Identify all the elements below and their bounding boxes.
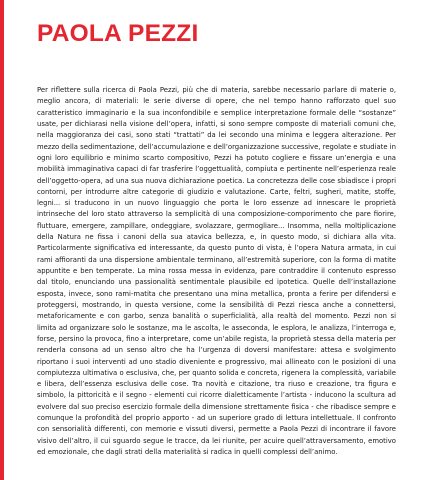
page-title: PAOLA PEZZI bbox=[37, 20, 199, 47]
article-body: Per riflettere sulla ricerca di Paola Pezzi, più che di materia, sarebbe necessario parlare di materie o, meglio ancora, di materiali: le serie diverse di opere, che nel tempo hanno rafforzato quel suo caratteristico immaginario e la sua inconfondibile e semplice interpretazione formale delle “sostanze” usate, per dichiarasi nella visione dell’opera, infatti, si sono sempre composte di materiali comuni che, nella maggioranza dei casi, sono stati “trattati” da lei secondo una minima e leggera alterazione. Per mezzo della sedimentazione, dell’accumulazione e dell’organizzazione successive, regolate e studiate in ogni loro equilibrio e minimo scarto compositivo, Pezzi ha potuto cogliere e fissare un’energia e una mobilità immaginativa capaci di far trasferire l’oggettualità, compiuta e pertinente nell’esperienza reale dell’oggetto-opera, ad una sua nuova dichiarazione poetica. La concretezza delle cose sbiadisce i propri contorni, per introdurre altre categorie di giudizio e valutazione. Carte, feltri, sugheri, matite, stoffe, legni... si traducono in un nuovo linguaggio che porta le loro essenze ad innescare le proprietà intrinseche del loro stato attraverso la semplicità di una composizione-comporimento che pare fiorire, fluttuare, emergere, zampillare, ondeggiare, svolazzare, germogliare... Insomma, nella moltiplicazione della Natura ne fissa i canoni della sua atavica bellezza, e, in questo modo, si dichiara alla vita. Particolarmente significativa ed interessante, da questo punto di vista, è l’opera Natura armata, in cui rami affioranti da una dispersione ambientale terminano, all’estremità superiore, con la forma di matite appuntite e ben temperate. La mina rossa messa in evidenza, pare contraddire il contenuto espresso dal titolo, enunciando una passionalità sentimentale plausibile ed ipotetica. Quelle dell’installazione esposta, invece, sono rami-matita che presentano una mina metallica, pronta a ferire per difendersi e proteggersi, mostrando, in questa versione, come la sensibilità di Pezzi riesca anche a connettersi, metaforicamente e con garbo, senza banalità o superficialità, alla realtà del momento. Pezzi non si limita ad organizzare solo le sostanze, ma le ascolta, le asseconda, le esplora, le analizza, l’interroga e, forse, persino la provoca, fino a interpretare, come un’abile regista, la proprietà stessa della materia per renderla consona ad un senso altro che ha l’urgenza di doversi manifestare: attesa e svolgimento riportano i suoi interventi ad uno stadio diveniente e progressivo, mai allineato con le posizioni di una compiutezza ultimativa o esclusiva, che, per quanto solida e concreta, rigenera la complessità, variabile e libera, dell’essenza esclusiva delle cose. Tra novità e citazione, tra riuso e creazione, tra figura e simbolo, la pittoricità e il segno - elementi cui ricorre dialetticamente l’artista - inducono la scultura ad evolvere dal suo preciso esercizio formale della dimensione strettamente fisica - che ribadisce sempre e comunque la profondità del proprio apporto - ad un superiore grado di lettura intellettuale. Il confronto con sensorialità differenti, con memorie e vissuti diversi, permette a Paola Pezzi di incontrare il favore visivo dell’altro, il cui sguardo segue le tracce, da lei riunite, per acuire quell’attraversamento, emotivo ed emozionale, che dagli strati della materialità si radica in quelli complessi dell’animo. bbox=[37, 86, 396, 456]
left-accent-bar bbox=[0, 0, 4, 480]
